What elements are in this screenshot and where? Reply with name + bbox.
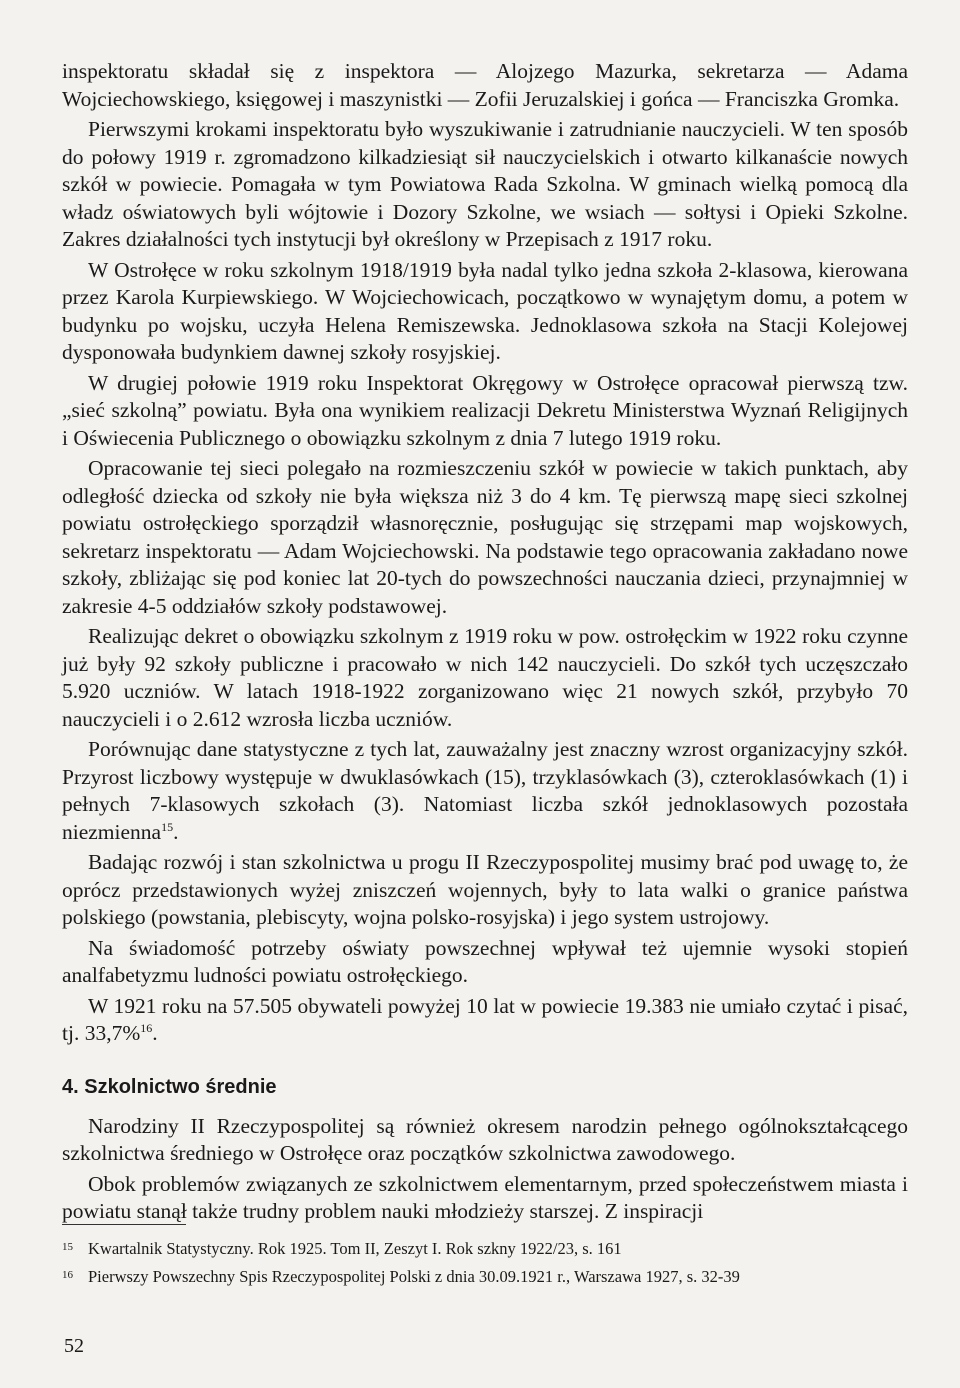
footnotes xyxy=(62,1236,908,1292)
paragraph xyxy=(62,58,908,113)
paragraph xyxy=(62,455,908,620)
paragraph: W 1921 roku na 57.505 obywateli powyżej 10 lat w powiecie 19.383 nie umiało czytać i pisać, tj. 33,7%$^{16}$. xyxy=(62,993,908,1045)
paragraph-text: W 1921 roku na 57.505 obywateli powyżej 10 lat w powiecie 19.383 nie umiało czytać i pisać, tj. 33,7% xyxy=(62,993,908,1045)
paragraph-text: Opracowanie tej sieci polegało na rozmieszczeniu szkół w powiecie w takich punktach, aby odległość dziecka od szkoły nie była większa niż 3 do 4 km. Tę pierwszą mapę sieci szkolnej powiatu ostrołęckiego sporządził własnoręcznie, posługując się strzępami map wojskowych, sekretarz inspektoratu — Adam Wojciechowski. Na podstawie tego opracowania zakładano nowe szkoły, zbliżając się pod koniec lat 20-tych do powszechności nauczania dzieci, przynajmniej w zakresie 4-5 oddziałów szkoły podstawowej. xyxy=(62,456,908,618)
paragraph-text: Na świadomość potrzeby oświaty powszechnej wpływał też ujemnie wysoki stopień analfabetyzmu ludności powiatu ostrołęckiego. xyxy=(62,935,908,987)
paragraph xyxy=(62,257,908,367)
footnote-text: Kwartalnik Statystyczny. Rok 1925. Tom II, Zeszyt I. Rok szkny 1922/23, s. 161 xyxy=(88,1239,622,1258)
paragraph-text: Badając rozwój i stan szkolnictwa u progu II Rzeczypospolitej musimy brać pod uwagę to, że oprócz przedstawionych wyżej zniszczeń wojennych, były to lata walki o granice państwa polskiego (powstania, plebiscyty, wojna polsko-rosyjska) i jego system ustrojowy. xyxy=(62,850,908,929)
footnote xyxy=(62,1236,908,1264)
section-text xyxy=(62,1113,908,1226)
paragraph-text: Obok problemów związanych ze szkolnictwem elementarnym, przed społeczeństwem miasta i powiatu stanął także trudny problem nauki młodzieży starszej. Z inspiracji xyxy=(62,1171,908,1223)
footnote-rule xyxy=(62,1224,186,1225)
paragraph xyxy=(62,1171,908,1226)
footnote-ref: 15 xyxy=(161,819,174,834)
paragraph-text: W Ostrołęce w roku szkolnym 1918/1919 była nadal tylko jedna szkoła 2-klasowa, kierowana przez Karola Kurpiewskiego. W Wojciechowicach, początkowo w wynajętym domu, a potem w budynku po wojsku, uczyła Helena Remiszewska. Jednoklasowa szkoła na Stacji Kolejowej dysponowała budynkiem dawnej szkoły rosyjskiej. xyxy=(62,257,908,364)
footnote xyxy=(62,1264,908,1292)
page-body xyxy=(62,58,908,1226)
paragraph: Porównując dane statystyczne z tych lat, zauważalny jest znaczny wzrost organizacyjny szkół. Przyrost liczbowy występuje w dwuklasówkach (15), trzyklasówkach (3), czteroklasówkach (1) i pełnych 7-klasowych szkołach (3). Natomiast liczba szkół jednoklasowych pozostała niezmienna$^{15}$. xyxy=(62,737,908,844)
paragraph-text: W drugiej połowie 1919 roku Inspektorat Okręgowy w Ostrołęce opracował pierwszą tzw. „sieć szkolną” powiatu. Była ona wynikiem realizacji Dekretu Ministerstwa Wyznań Religijnych i Oświecenia Publicznego o obowiązku szkolnym z dnia 7 lutego 1919 roku. xyxy=(62,370,908,450)
paragraph xyxy=(62,623,908,733)
paragraph-text: Pierwszymi krokami inspektoratu było wyszukiwanie i zatrudnianie nauczycieli. W ten sposób do połowy 1919 r. zgromadzono kilkadziesiąt sił nauczycielskich i otwarto kilkanaście nowych szkół w powiecie. Pomagała w tym Powiatowa Rada Szkolna. W gminach wielką pomocą dla władz oświatowych byli wójtowie i Dozory Szkolne, we wsiach — sołtysi i Opieki Szkolne. Zakres działalności tych instytucji był określony w Przepisach z 1917 roku. xyxy=(62,117,908,251)
paragraph xyxy=(62,849,908,932)
paragraph xyxy=(62,935,908,990)
paragraph xyxy=(62,370,908,453)
footnote-text: Pierwszy Powszechny Spis Rzeczypospolitej Polski z dnia 30.09.1921 r., Warszawa 1927, s. 32-39 xyxy=(88,1267,740,1286)
paragraph-text: inspektoratu składał się z inspektora — Alojzego Mazurka, sekretarza — Adama Wojciechowskiego, księgowej i maszynistki — Zofii Jeruzalskiej i gońca — Franciszka Gromka. xyxy=(62,59,908,111)
paragraph-text: Narodziny II Rzeczypospolitej są również okresem narodzin pełnego ogólnokształcącego szkolnictwa średniego w Ostrołęce oraz początków szkolnictwa zawodowego. xyxy=(62,1113,908,1165)
footnote-number: 16 xyxy=(62,1269,73,1281)
main-text xyxy=(62,58,908,1048)
footnote-number: 15 xyxy=(62,1241,73,1253)
paragraph-text: Porównując dane statystyczne z tych lat, zauważalny jest znaczny wzrost organizacyjny szkół. Przyrost liczbowy występuje w dwuklasówkach (15), trzyklasówkach (3), czteroklasówkach (1) i pełnych 7-klasowych szkołach (3). Natomiast liczba szkół jednoklasowych pozostała niezmienna xyxy=(62,737,908,844)
section-heading: 4. Szkolnictwo średnie xyxy=(62,1075,277,1098)
paragraph xyxy=(62,116,908,254)
footnote-ref: 16 xyxy=(140,1020,153,1035)
paragraph-text: Realizując dekret o obowiązku szkolnym z 1919 roku w pow. ostrołęckim w 1922 roku czynne już były 92 szkoły publiczne i pracowało w nich 142 nauczycieli. Do szkół tych uczęszczało 5.920 uczniów. W latach 1918-1922 zorganizowano więc 21 nowych szkół, przybyło 70 nauczycieli i o 2.612 wzrosła liczba uczniów. xyxy=(62,624,908,731)
paragraph xyxy=(62,1113,908,1168)
page-number: 52 xyxy=(64,1335,84,1357)
